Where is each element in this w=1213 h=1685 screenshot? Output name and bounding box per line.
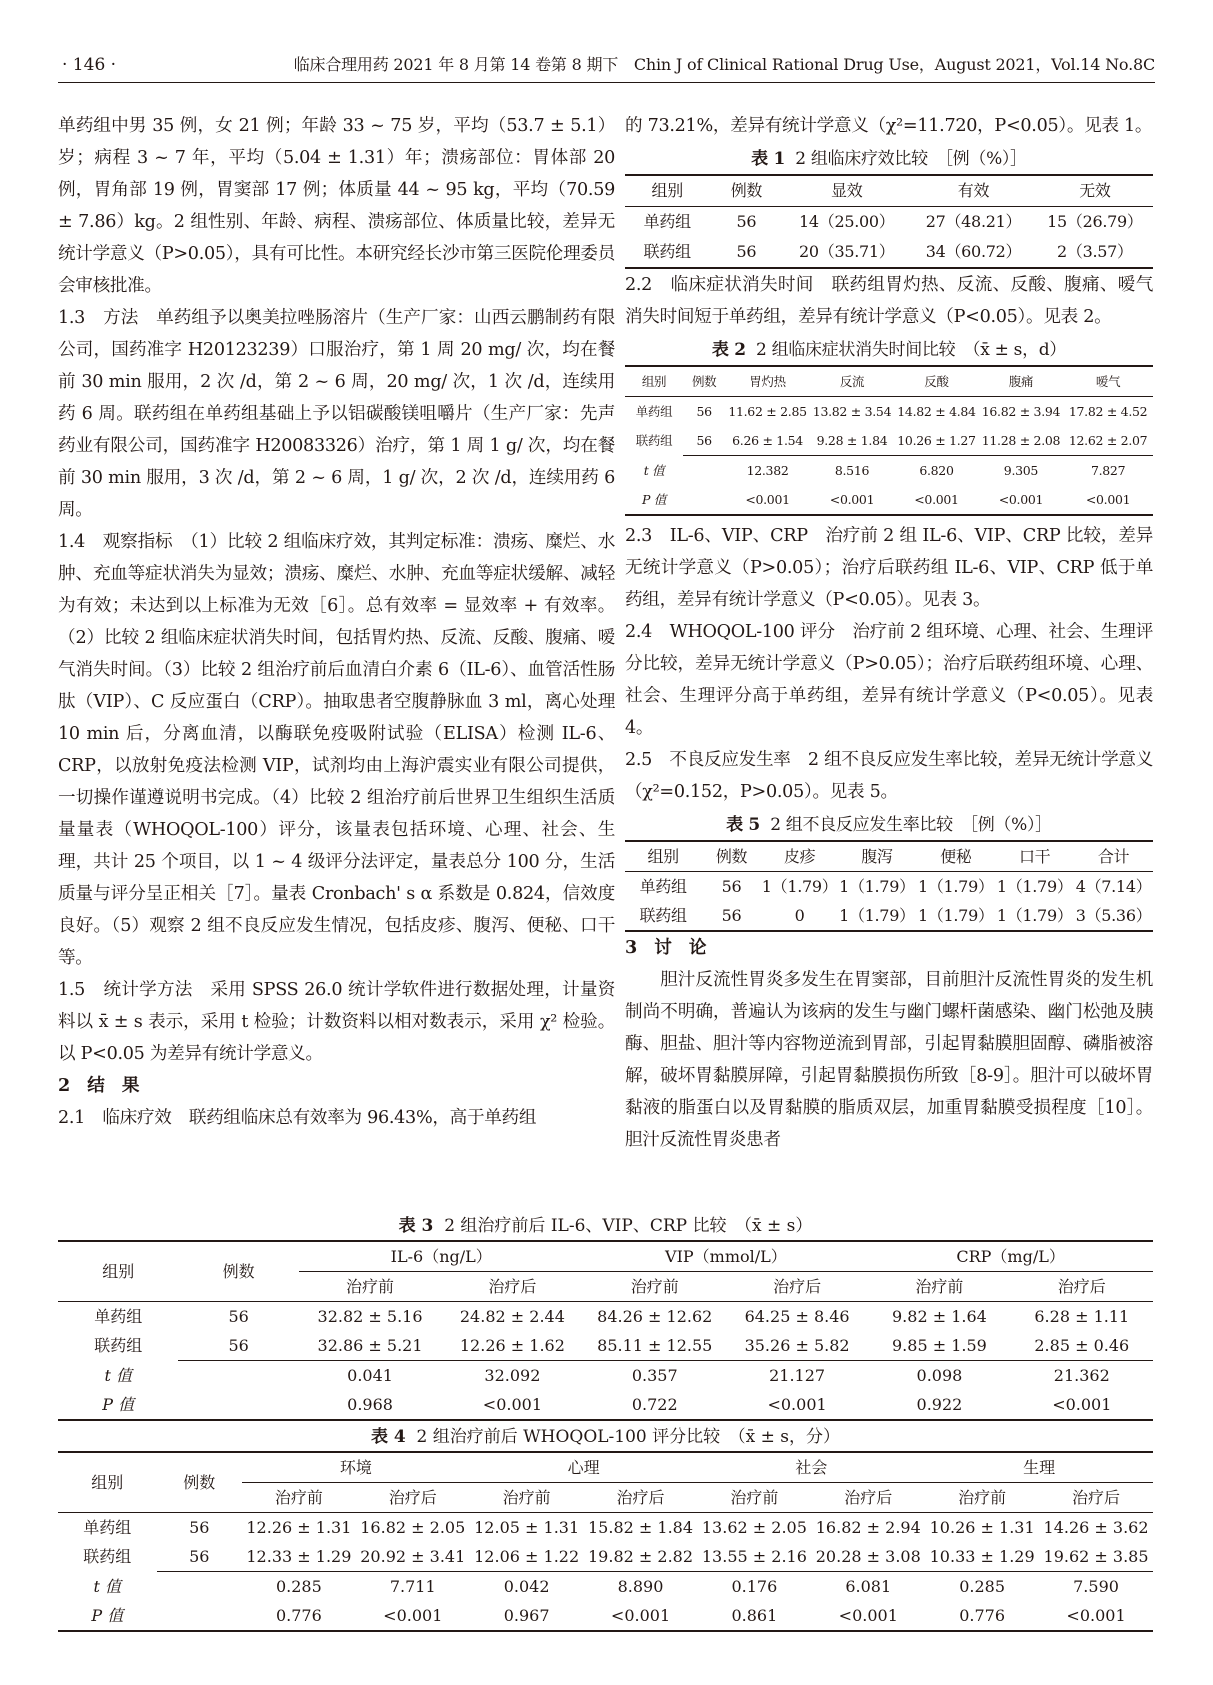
table-2-caption: [625, 335, 1153, 365]
table-cell: [157, 1572, 242, 1602]
table-cell: 21.127: [769, 1366, 826, 1385]
paragraph: 1.4 观察指标 （1）比较 2 组临床疗效，其判定标准：溃疡、糜烂、水肿、充血等症状消失为显效；溃疡、糜烂、水肿、充血等症状缓解、减轻为有效；未达到以上标准为无效［6］。总有效率 = 显效率 + 有效率。（2）比较 2 组临床症状消失时间，包括胃灼热、反流、反酸、腹痛、嗳气消失时间。（3）比较 2 组治疗前后血清白介素 6（IL-6）、血管活性肠肽（VIP）、C 反应蛋白（CRP）。抽取患者空腹静脉血 3 ml，离心处理 10 min 后，分离血清，以酶联免疫吸附试验（ELISA）检测 IL-6、CRP，以放射免疫法检测 VIP，试剂均由上海沪震实业有限公司提供，一切操作谨遵说明书完成。（4）比较 2 组治疗前后世界卫生组织生活质量量表（WHOQOL-100）评分，该量表包括环境、心理、社会、生理，共计 25 个项目，以 1 ~ 4 级评分法评定，量表总分 100 分，生活质量与评分呈正相关［7］。量表 Cronbach' s α 系数是 0.824，信效度良好。（5）观察 2 组不良反应发生情况，包括皮疹、腹泻、便秘、口干等。: [58, 532, 615, 968]
table-1-grid: [625, 174, 1153, 269]
table-cell: 联药组: [94, 1336, 143, 1356]
table-cell: 19.82 ± 2.82: [584, 1542, 698, 1572]
table-cell: 1（1.79）: [839, 877, 915, 896]
table-cell: 11.28 ± 2.08: [979, 426, 1063, 456]
table-4-grid: [58, 1451, 1153, 1632]
table-cell: P 值: [58, 1390, 178, 1420]
table-cell: t 值: [93, 1576, 122, 1596]
group-header: 组别: [58, 1241, 178, 1302]
table-cell: <0.001: [810, 485, 894, 515]
table-cell: 15.82 ± 1.84: [588, 1518, 694, 1537]
paragraph: 2.4 WHOQOL-100 评分 治疗前 2 组环境、心理、社会、生理评分比较，差异无统计学意义（P>0.05）；治疗后联药组环境、心理、社会、生理评分高于单药组，差异有统计学意义（P<0.05）。见表 4。: [625, 622, 1153, 738]
table-cell: 单药组: [83, 1518, 132, 1537]
table-cell: 1（1.79）: [995, 901, 1074, 931]
table-cell: 2.85 ± 0.46: [1011, 1331, 1153, 1361]
table-cell: 单药组: [94, 1307, 143, 1326]
table-cell: 12.06 ± 1.22: [470, 1542, 584, 1572]
table-cell: <0.001: [1063, 485, 1153, 515]
table-4-title: 2 组治疗前后 WHOQOL-100 评分比较 （x̄ ± s，分）: [416, 1427, 841, 1447]
table-cell: <0.001: [356, 1601, 470, 1631]
table-cell: 14（25.00）: [799, 212, 895, 231]
table-cell: 0.922: [868, 1390, 1010, 1420]
table-cell: 3（5.36）: [1074, 901, 1153, 931]
table-cell: 联药组: [625, 901, 701, 931]
table-cell: <0.001: [1011, 1390, 1153, 1420]
table-2-number: 表 2: [711, 340, 746, 360]
page-number: · 146 ·: [62, 55, 117, 75]
table-cell: 0.285: [275, 1577, 322, 1596]
table-cell: 10.26 ± 1.27: [894, 426, 978, 456]
paragraph: 单药组中男 35 例，女 21 例；年龄 33 ~ 75 岁，平均（53.7 ± 5.1）岁；病程 3 ~ 7 年，平均（5.04 ± 1.31）年；溃疡部位：胃体部 20 例，胃角部 19 例，胃窦部 17 例；体质量 44 ~ 95 kg，平均（70.59 ± 7.86）kg。2 组性别、年龄、病程、溃疡部位、体质量比较，差异无统计学意义（P>0.05），具有可比性。本研究经长沙市第三医院伦理委员会审核批准。: [58, 116, 615, 296]
table-cell: <0.001: [726, 1390, 868, 1420]
table-row: [625, 485, 1153, 515]
subcolumn-header: 治疗后: [584, 1483, 698, 1513]
table-row: [625, 397, 1153, 427]
table-cell: 9.28 ± 1.84: [810, 426, 894, 456]
table-cell: 13.62 ± 2.05: [701, 1518, 807, 1537]
subcolumn-header: 治疗后: [1011, 1272, 1153, 1302]
subcolumn-header: 治疗后: [441, 1272, 583, 1302]
n-header: 例数: [157, 1452, 242, 1513]
table-cell: <0.001: [584, 1601, 698, 1631]
table-cell: 9.305: [1003, 463, 1039, 478]
subcolumn-header: 治疗前: [470, 1483, 584, 1513]
paragraph: 2.5 不良反应发生率 2 组不良反应发生率比较，差异无统计学意义（χ²=0.152，P>0.05）。见表 5。: [625, 750, 1153, 802]
metric-header: 生理: [925, 1452, 1153, 1483]
table-cell: 12.33 ± 1.29: [242, 1542, 356, 1572]
table-1: [625, 144, 1153, 269]
section-heading-results: 2 结 果: [58, 1075, 140, 1096]
column-header: 组别: [625, 175, 709, 207]
table-cell: 12.382: [746, 463, 789, 478]
table-cell: 12.26 ± 1.31: [246, 1518, 352, 1537]
table-3-title: 2 组治疗前后 IL-6、VIP、CRP 比较 （x̄ ± s）: [444, 1216, 813, 1236]
table-cell: 1（1.79）: [837, 901, 916, 931]
table-5-title: 2 组不良反应发生率比较 ［例（%）］: [770, 815, 1052, 835]
section-heading-discussion: 3 讨 论: [625, 937, 707, 958]
table-cell: t 值: [643, 462, 665, 478]
table-cell: 8.516: [834, 463, 870, 478]
journal-info: 临床合理用药 2021 年 8 月第 14 卷第 8 期下 Chin J of Clinical Rational Drug Use，August 2021，Vol.14 No.8C: [293, 55, 1155, 74]
table-cell: [683, 456, 725, 486]
table-cell: 2（3.57）: [1037, 237, 1153, 268]
table-cell: 0.041: [347, 1366, 393, 1385]
table-cell: 1（1.79）: [917, 877, 994, 896]
table-cell: 56: [157, 1542, 242, 1572]
metric-header: IL-6（ng/L）: [299, 1241, 584, 1272]
table-cell: 9.85 ± 1.59: [868, 1331, 1010, 1361]
table-cell: 21.362: [1053, 1366, 1110, 1385]
table-row: [625, 426, 1153, 456]
results-paragraphs: [625, 520, 1153, 808]
paragraph-discussion: 胆汁反流性胃炎多发生在胃窦部，目前胆汁反流性胃炎的发生机制尚不明确，普遍认为该病的发生与幽门螺杆菌感染、幽门松弛及胰酶、胆盐、胆汁等内容物逆流到胃部，引起胃黏膜胆固醇、磷脂被溶解，破坏胃黏膜屏障，引起胃黏膜损伤所致［8-9］。胆汁可以破坏胃黏液的脂蛋白以及胃黏膜的脂质双层，加重胃黏膜受损程度［10］。胆汁反流性胃炎患者: [625, 970, 1153, 1150]
column-header: 有效: [910, 175, 1037, 207]
column-header: 胃灼热: [725, 366, 809, 397]
subcolumn-header: 治疗前: [299, 1272, 441, 1302]
table-cell: 56: [178, 1331, 298, 1361]
table-cell: 1（1.79）: [996, 877, 1073, 896]
table-cell: 56: [189, 1518, 210, 1537]
paragraph: 2.1 临床疗效 联药组临床总有效率为 96.43%，高于单药组: [58, 1108, 537, 1128]
table-cell: 6.26 ± 1.54: [725, 426, 809, 456]
metric-header: VIP（mmol/L）: [584, 1241, 869, 1272]
table-1-number: 表 1: [751, 149, 786, 169]
running-header: [58, 48, 1155, 83]
table-4-caption: [58, 1423, 1153, 1451]
table-cell: 1（1.79）: [761, 877, 838, 896]
subcolumn-header: 治疗前: [242, 1483, 356, 1513]
table-5-caption: [625, 810, 1153, 840]
table-row: [58, 1572, 1153, 1602]
table-cell: 19.62 ± 3.85: [1039, 1542, 1153, 1572]
table-4: [58, 1423, 1153, 1632]
table-cell: 56: [228, 1307, 249, 1326]
left-column: [58, 110, 615, 1134]
table-cell: 56: [696, 404, 712, 419]
table-4-number: 表 4: [370, 1427, 406, 1447]
table-1-title: 2 组临床疗效比较 ［例（%）］: [795, 149, 1027, 169]
paragraph-clinical-efficacy-cont: 的 73.21%，差异有统计学意义（χ²=11.720，P<0.05）。见表 1。: [625, 116, 1153, 136]
subcolumn-header: 治疗后: [1039, 1483, 1153, 1513]
table-3-caption: [58, 1212, 1153, 1240]
table-cell: <0.001: [441, 1390, 583, 1420]
table-cell: 24.82 ± 2.44: [459, 1307, 565, 1326]
table-cell: t 值: [104, 1365, 132, 1385]
table-header-row: [625, 841, 1153, 872]
table-cell: P 值: [625, 485, 683, 515]
table-cell: 12.05 ± 1.31: [474, 1518, 580, 1537]
table-cell: 56: [701, 901, 761, 931]
table-cell: 0.722: [584, 1390, 726, 1420]
table-cell: 10.26 ± 1.31: [929, 1518, 1035, 1537]
subcolumn-header: 治疗前: [697, 1483, 811, 1513]
table-cell: 1（1.79）: [916, 901, 995, 931]
table-header-row: [58, 1452, 1153, 1483]
column-header: 无效: [1037, 175, 1153, 207]
table-cell: 联药组: [625, 237, 709, 268]
column-header: 反流: [810, 366, 894, 397]
table-row: [58, 1331, 1153, 1361]
table-cell: 13.82 ± 3.54: [812, 404, 892, 419]
table-2-title: 2 组临床症状消失时间比较 （x̄ ± s，d）: [756, 340, 1067, 360]
column-header: 腹痛: [979, 366, 1063, 397]
table-cell: 14.26 ± 3.62: [1043, 1518, 1149, 1537]
table-cell: 6.28 ± 1.11: [1034, 1307, 1130, 1326]
table-cell: 85.11 ± 12.55: [584, 1331, 726, 1361]
table-cell: <0.001: [1039, 1601, 1153, 1631]
column-header: 例数: [683, 366, 725, 397]
table-header-row: [625, 366, 1153, 397]
table-cell: 单药组: [639, 877, 687, 896]
column-header: 嗳气: [1063, 366, 1153, 397]
metric-header: CRP（mg/L）: [868, 1241, 1153, 1272]
table-cell: 56: [683, 426, 725, 456]
table-cell: 8.890: [617, 1577, 664, 1596]
table-cell: 0.285: [959, 1577, 1006, 1596]
table-cell: [683, 485, 725, 515]
table-cell: 0.861: [697, 1601, 811, 1631]
table-cell: 0.042: [503, 1577, 550, 1596]
table-cell: [178, 1390, 298, 1420]
table-cell: 16.82 ± 2.94: [815, 1518, 921, 1537]
table-cell: 0.098: [916, 1366, 963, 1385]
column-header: 组别: [625, 366, 683, 397]
column-header: 组别: [625, 841, 701, 872]
table-cell: 7.827: [1090, 463, 1126, 478]
table-row: [58, 1302, 1153, 1332]
table-cell: 6.081: [845, 1577, 892, 1596]
column-header: 显效: [783, 175, 910, 207]
table-2-grid: [625, 365, 1153, 516]
table-cell: 0.357: [631, 1366, 678, 1385]
table-cell: 13.55 ± 2.16: [697, 1542, 811, 1572]
table-cell: <0.001: [811, 1601, 925, 1631]
table-cell: 0.776: [925, 1601, 1039, 1631]
column-header: 例数: [701, 841, 761, 872]
table-cell: 64.25 ± 8.46: [744, 1307, 850, 1326]
subcolumn-header: 治疗后: [356, 1483, 470, 1513]
table-cell: 15（26.79）: [1047, 212, 1143, 231]
table-3-grid: [58, 1240, 1153, 1421]
table-row: [58, 1390, 1153, 1420]
table-cell: <0.001: [725, 485, 809, 515]
table-cell: 56: [709, 237, 783, 268]
table-cell: <0.001: [979, 485, 1063, 515]
table-cell: 0.176: [731, 1577, 778, 1596]
table-row: [58, 1542, 1153, 1572]
table-1-caption: [625, 144, 1153, 174]
table-cell: 35.26 ± 5.82: [726, 1331, 868, 1361]
table-cell: 6.820: [919, 463, 954, 478]
subcolumn-header: 治疗前: [868, 1272, 1010, 1302]
table-cell: 9.82 ± 1.64: [892, 1307, 987, 1326]
table-3: [58, 1212, 1153, 1421]
paragraph: 1.5 统计学方法 采用 SPSS 26.0 统计学软件进行数据处理，计量资料以 x̄ ± s 表示，采用 t 检验；计数资料以相对数表示，采用 χ² 检验。以 P<0.05 为差异有统计学意义。: [58, 980, 615, 1064]
column-header: 便秘: [916, 841, 995, 872]
table-row: [625, 901, 1153, 931]
table-cell: 20（35.71）: [783, 237, 910, 268]
subcolumn-header: 治疗后: [811, 1483, 925, 1513]
group-header: 组别: [58, 1452, 157, 1513]
table-cell: 12.26 ± 1.62: [441, 1331, 583, 1361]
table-cell: <0.001: [894, 485, 978, 515]
column-header: 腹泻: [837, 841, 916, 872]
table-row: [625, 237, 1153, 268]
table-row: [58, 1601, 1153, 1631]
column-header: 皮疹: [762, 841, 838, 872]
table-cell: 单药组: [635, 404, 673, 419]
table-cell: 7.590: [1073, 1577, 1119, 1596]
table-2: [625, 335, 1153, 516]
table-cell: 0.968: [299, 1390, 441, 1420]
column-header: 例数: [709, 175, 783, 207]
table-cell: 20.92 ± 3.41: [356, 1542, 470, 1572]
table-cell: 14.82 ± 4.84: [897, 404, 976, 419]
table-cell: 56: [721, 877, 742, 896]
metric-header: 环境: [242, 1452, 470, 1483]
subcolumn-header: 治疗前: [925, 1483, 1039, 1513]
table-cell: 0.967: [470, 1601, 584, 1631]
table-cell: 56: [736, 212, 757, 231]
table-cell: 4（7.14）: [1075, 877, 1152, 896]
table-cell: 84.26 ± 12.62: [597, 1307, 713, 1326]
paragraph-symptom-time: 2.2 临床症状消失时间 联药组胃灼热、反流、反酸、腹痛、嗳气消失时间短于单药组，差异有统计学意义（P<0.05）。见表 2。: [625, 275, 1153, 327]
column-header: 反酸: [894, 366, 978, 397]
n-header: 例数: [178, 1241, 298, 1302]
paragraph: 1.3 方法 单药组予以奥美拉唑肠溶片（生产厂家：山西云鹏制药有限公司，国药准字 H20123239）口服治疗，第 1 周 20 mg/ 次，均在餐前 30 min 服用，2 次 /d，第 2 ~ 6 周，20 mg/ 次，1 次 /d，连续用药 6 周。联药组在单药组基础上予以铝碳酸镁咀嚼片（生产厂家：先声药业有限公司，国药准字 H20083326）治疗，第 1 周 1 g/ 次，均在餐前 30 min 服用，3 次 /d，第 2 ~ 6 周，1 g/ 次，2 次 /d，连续用药 6 周。: [58, 308, 615, 520]
metric-header: 心理: [470, 1452, 698, 1483]
table-cell: 20.28 ± 3.08: [811, 1542, 925, 1572]
table-cell: 34（60.72）: [910, 237, 1037, 268]
table-5-grid: [625, 840, 1153, 932]
table-cell: 32.82 ± 5.16: [317, 1307, 423, 1326]
table-cell: 联药组: [635, 433, 673, 449]
metric-header: 社会: [697, 1452, 925, 1483]
table-cell: 0.776: [242, 1601, 356, 1631]
table-cell: 27（48.21）: [925, 212, 1022, 231]
table-5-number: 表 5: [726, 815, 760, 835]
table-cell: 16.82 ± 3.94: [981, 404, 1061, 419]
table-cell: 32.092: [484, 1366, 541, 1385]
table-cell: [157, 1601, 242, 1631]
table-row: [58, 1361, 1153, 1391]
table-cell: 10.33 ± 1.29: [925, 1542, 1039, 1572]
table-row: [625, 207, 1153, 238]
table-cell: 16.82 ± 2.05: [360, 1518, 466, 1537]
table-cell: 0: [762, 901, 838, 931]
table-cell: 单药组: [643, 212, 691, 231]
table-cell: [178, 1361, 298, 1391]
right-column: [625, 110, 1153, 1156]
table-cell: P 值: [58, 1601, 157, 1631]
table-row: [58, 1513, 1153, 1543]
table-header-row: [58, 1241, 1153, 1272]
table-cell: 7.711: [389, 1577, 436, 1596]
table-5: [625, 810, 1153, 932]
column-header: 合计: [1074, 841, 1153, 872]
table-row: [625, 872, 1153, 902]
column-header: 口干: [995, 841, 1074, 872]
table-cell: 17.82 ± 4.52: [1068, 404, 1148, 419]
table-3-number: 表 3: [398, 1216, 434, 1236]
subcolumn-header: 治疗前: [584, 1272, 726, 1302]
subcolumn-header: 治疗后: [726, 1272, 868, 1302]
table-cell: 12.62 ± 2.07: [1063, 426, 1153, 456]
table-header-row: [625, 175, 1153, 207]
table-cell: 11.62 ± 2.85: [728, 404, 807, 419]
table-row: [625, 456, 1153, 486]
table-cell: 联药组: [83, 1547, 132, 1567]
table-cell: 32.86 ± 5.21: [299, 1331, 441, 1361]
paragraph: 2.3 IL-6、VIP、CRP 治疗前 2 组 IL-6、VIP、CRP 比较，差异无统计学意义（P>0.05）；治疗后联药组 IL-6、VIP、CRP 低于单药组，差异有统计学意义（P<0.05）。见表 3。: [625, 526, 1153, 610]
